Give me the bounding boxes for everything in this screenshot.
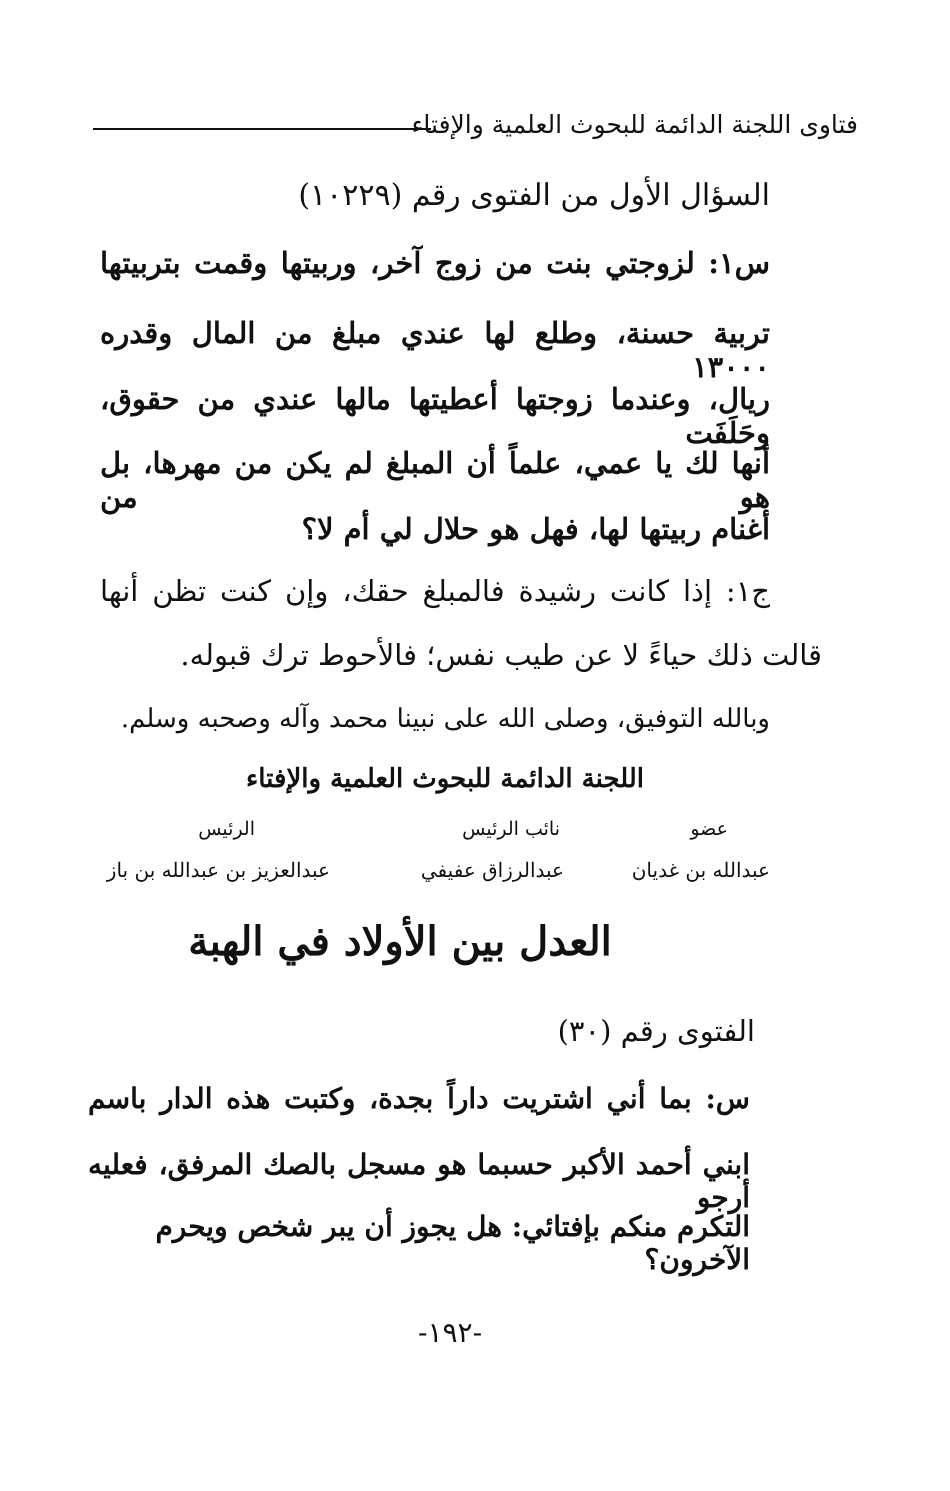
signatory-name: عبدالعزيز بن عبدالله بن باز — [106, 858, 330, 882]
signatory-title: الرئيس — [198, 818, 255, 840]
question-heading: السؤال الأول من الفتوى رقم (١٠٢٢٩) — [298, 178, 770, 213]
signatory-title: نائب الرئيس — [462, 818, 560, 840]
question1-line: س١: لزوجتي بنت من زوج آخر، وربيتها وقمت بتربيتها — [100, 246, 770, 280]
running-header-title: فتاوى اللجنة الدائمة للبحوث العلمية والإفتاء — [411, 110, 858, 139]
answer1-line: ج١: إذا كانت رشيدة فالمبلغ حقك، وإن كنت تظن أنها — [100, 574, 770, 608]
answer1-line: قالت ذلك حياءً لا عن طيب نفس؛ فالأحوط ترك قبوله. — [180, 638, 822, 672]
question1-line: تربية حسنة، وطلع لها عندي مبلغ من المال وقدره ١٣٠٠٠ — [100, 316, 770, 384]
question1-line: أغنام ربيتها لها، فهل هو حلال لي أم لا؟ — [301, 512, 770, 546]
section-title: العدل بين الأولاد في الهبة — [188, 918, 612, 965]
signatory-name: عبدالله بن غديان — [631, 858, 770, 882]
page-number: -١٩٢- — [417, 1316, 483, 1349]
question2-line: ابني أحمد الأكبر حسبما هو مسجل بالصك المرفق، فعليه أرجو — [88, 1148, 750, 1214]
header-rule — [93, 128, 431, 130]
question1-line: أنها لك يا عمي، علماً أن المبلغ لم يكن من مهرها، بل هو من — [100, 446, 770, 514]
committee-name: اللجنة الدائمة للبحوث العلمية والإفتاء — [246, 764, 644, 794]
signatory-name: عبدالرزاق عفيفي — [420, 858, 564, 882]
question1-line: ريال، وعندما زوجتها أعطيتها مالها عندي من حقوق، وحَلَفَت — [100, 382, 770, 450]
question2-line: س: بما أني اشتريت داراً بجدة، وكتبت هذه الدار باسم — [88, 1082, 750, 1115]
closing-line: وبالله التوفيق، وصلى الله على نبينا محمد وآله وصحبه وسلم. — [120, 704, 770, 734]
signatory-title: عضو — [690, 818, 728, 840]
fatwa-number: الفتوى رقم (٣٠) — [557, 1014, 755, 1048]
question2-line: التكرم منكم بإفتائي: هل يجوز أن يبر شخص ويحرم الآخرون؟ — [155, 1210, 750, 1276]
